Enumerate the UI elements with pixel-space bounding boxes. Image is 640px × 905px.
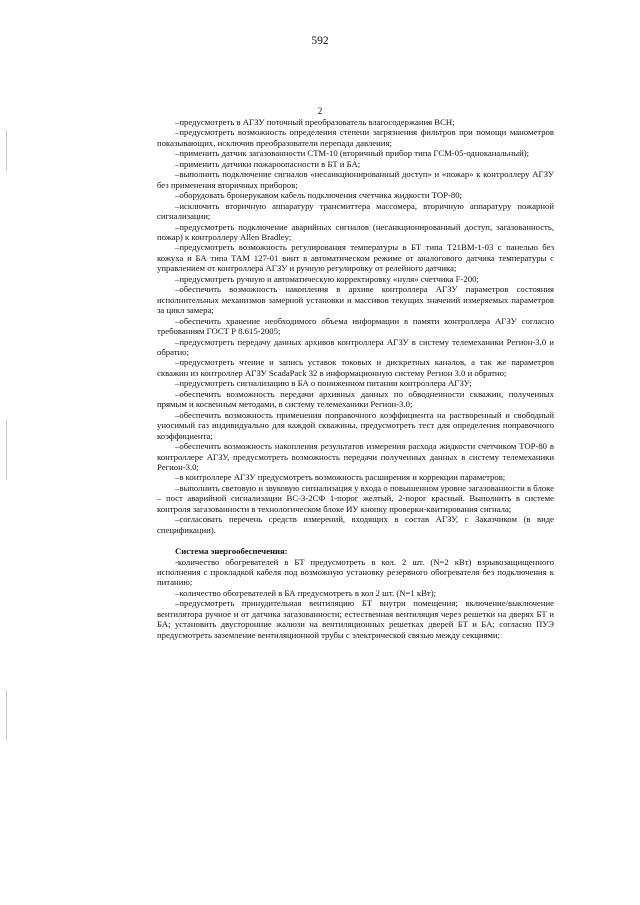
requirement-item: –обеспечить возможность накопления результатов измерения расхода жидкости счетчиком ТОР-80 в контроллере АГЗУ, предусмотреть возможность передачи полученных данных в систему телемеханики Регион-3.0;	[157, 441, 554, 472]
requirement-item: –предусмотреть передачу данных архивов контроллера АГЗУ в систему телемеханики Регион-3.0 и обратно;	[157, 336, 554, 357]
requirement-item: –предусмотреть в АГЗУ поточный преобразователь влагосодержания ВСН;	[175, 117, 455, 127]
page-number: 592	[311, 35, 329, 47]
requirement-item: –выполнить световую и звуковую сигнализация у входа о повышенном уровне загазованности в блоке – пост аварийной сигнализации ВС-3-2СФ 1-порог желтый, 2-порог красный. Выполнить в системе контроля загазованности в технологическом блоке ИУ кнопку проверки-квитирования сигнала;	[157, 482, 554, 514]
requirement-item: –предусмотреть возможность определения степени загрязнения фильтров при помощи манометров показывающих, исключив преобразователи перепада давления;	[157, 127, 554, 148]
requirement-item: –обеспечить возможность накопления в архиве контроллера АГЗУ параметров состояния исполнительных механизмов замерной установки и массивов текущих значений измеряемых параметров за цикл замера;	[157, 284, 554, 316]
energy-item: –количество обогревателей в БА предусмотреть в кол 2 шт. (N=1 кВт);	[175, 587, 437, 598]
requirement-item: –предусмотреть чтение и запись уставок токовых и дискретных каналов, а так же параметров скважин из контроллер АГЗУ ScadaPack 32 в информационную систему Регион 3.0 и обратно;	[157, 357, 554, 378]
requirement-item: –обеспечить возможность применения поправочного коэффициента на растворенный и свободный уносимый газ индивидуально для каждой скважины, предусмотреть тест для определения поправочного коэффициента;	[157, 409, 554, 441]
energy-item: -количество обогревателей в БТ предусмотреть в кол. 2 шт. (N=2 кВт) взрывозащищенного исполнения с прокладкой кабеля под возможную установку резервного обогревателя без подключения к питанию;	[157, 556, 554, 588]
requirement-item: –предусмотреть возможность регулирования температуры в БТ типа Т21ВМ-1-03 с панелью без кожуха и БА типа ТАМ 127-01 винт в автоматическом режиме от аналогового датчика температуры с управлением от контроллера АГЗУ и ручную регулировку от релейного датчика;	[157, 242, 554, 274]
requirement-item: –исключить вторичную аппаратуру трансмиттера массомера, вторичную аппаратуру пожарной сигнализации;	[157, 200, 554, 222]
scan-edge-mark	[6, 420, 7, 480]
energy-section-heading: Система энергообеспечения:	[175, 546, 288, 557]
document-body	[157, 117, 554, 640]
requirement-item: –предусмотреть подключение аварийных сигналов (несанкционированный доступ, загазованность, пожар) к контроллеру Allen Bradley;	[157, 221, 554, 242]
requirement-item: –в контроллере АГЗУ предусмотреть возможность расширения и коррекции параметров;	[175, 472, 506, 483]
requirement-item: –оборудовать бронерукавом кабель подключения счетчика жидкости ТОР-80;	[175, 190, 462, 201]
sub-page-number: 2	[317, 106, 323, 116]
requirement-item: –предусмотреть ручную и автоматическую корректировку «нуля» счетчика F-200;	[175, 273, 479, 284]
requirement-item: –обеспечить хранение необходимого объема информации в памяти контроллера АГЗУ согласно требованиям ГОСТ Р 8.615-2005;	[157, 315, 554, 337]
requirement-item: –обеспечить возможность передачи архивных данных по обводненности скважин, полученных прямым и косвенным методами, в систему телемеханики Регион-3.0;	[157, 388, 554, 410]
scan-edge-mark	[6, 130, 7, 170]
requirement-item: –выполнить подключение сигналов «несанкционированный доступ» и «пожар» к контроллеру АГЗУ без применения вторичных приборов;	[157, 169, 554, 190]
requirement-item: –предусмотреть сигнализацию в БА о пониженном питании контроллера АГЗУ;	[175, 378, 472, 389]
scan-edge-mark	[6, 690, 7, 740]
requirement-item: –применить датчик загазованности СТМ-10 (вторичный прибор типа ГСМ-05-одноканальный);	[175, 148, 530, 159]
requirement-item: –применить датчики пожароопасности в БТ и БА;	[175, 158, 361, 169]
energy-item: –предусмотреть принудительная вентиляцию БТ внутри помещения; включение/выключение вентилятора ручное и от датчика загазованности; естественная вентиляция через решетки на дверях БТ и БА; установить двусторонние жалюзи на вентиляционных решетках дверей БТ и БА; согласно ПУЭ предусмотреть заземление вентиляционной трубы с электрической связью между секциями;	[157, 598, 554, 640]
requirement-item: –согласовать перечень средств измерений, входящих в состав АГЗУ, с Заказчиком (в виде спецификации).	[157, 514, 554, 535]
